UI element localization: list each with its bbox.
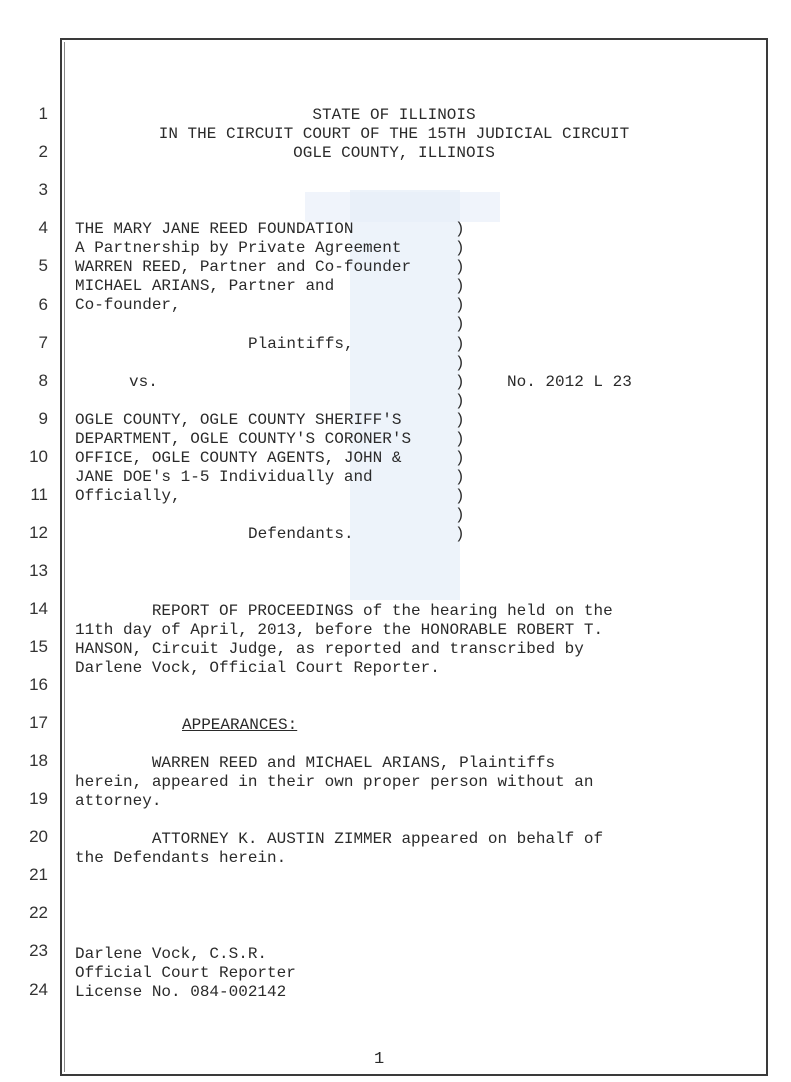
caption-paren: ): [455, 506, 465, 524]
report-line: REPORT OF PROCEEDINGS of the hearing held on the: [75, 602, 613, 620]
report-line: 11th day of April, 2013, before the HONORABLE ROBERT T.: [75, 621, 604, 639]
line-number: 5: [38, 256, 48, 275]
caption-plaintiffs-label: Plaintiffs,: [248, 335, 354, 353]
line-number: 4: [38, 218, 48, 237]
line-number: 22: [29, 903, 48, 922]
caption-paren: ): [455, 392, 465, 410]
caption-defendant-line: DEPARTMENT, OGLE COUNTY'S CORONER'S: [75, 430, 412, 448]
line-number: 10: [29, 447, 48, 466]
caption-defendant-line: OFFICE, OGLE COUNTY AGENTS, JOHN &: [75, 449, 402, 467]
line-number: 19: [29, 789, 48, 808]
report-line: Darlene Vock, Official Court Reporter.: [75, 659, 440, 677]
reporter-title: Official Court Reporter: [75, 964, 296, 982]
line-number: 3: [38, 180, 48, 199]
line-number: 6: [38, 295, 48, 314]
caption-paren: ): [455, 449, 465, 467]
line-number: 9: [38, 409, 48, 428]
header-county: OGLE COUNTY, ILLINOIS: [293, 144, 495, 162]
line-number: 18: [29, 751, 48, 770]
caption-paren: ): [455, 354, 465, 372]
caption-plaintiff-line: THE MARY JANE REED FOUNDATION: [75, 220, 354, 238]
appearance-defendants-line: the Defendants herein.: [75, 849, 287, 867]
line-number: 13: [29, 561, 48, 580]
caption-paren: ): [455, 220, 465, 238]
line-number: 2: [38, 142, 48, 161]
case-number: No. 2012 L 23: [507, 373, 632, 391]
report-line: HANSON, Circuit Judge, as reported and transcribed by: [75, 640, 584, 658]
caption-defendants-label: Defendants.: [248, 525, 354, 543]
caption-plaintiff-line: WARREN REED, Partner and Co-founder: [75, 258, 412, 276]
caption-plaintiff-line: A Partnership by Private Agreement: [75, 239, 402, 257]
header-court: IN THE CIRCUIT COURT OF THE 15TH JUDICIAL CIRCUIT: [158, 125, 630, 143]
caption-vs: vs.: [129, 373, 158, 391]
caption-paren: ): [455, 258, 465, 276]
line-number: 12: [29, 523, 48, 542]
caption-defendant-line: Officially,: [75, 487, 181, 505]
line-number: 21: [29, 865, 48, 884]
margin-line: [64, 42, 65, 1072]
caption-plaintiff-line: MICHAEL ARIANS, Partner and: [75, 277, 335, 295]
caption-paren: ): [455, 315, 465, 333]
line-number: 7: [38, 333, 48, 352]
caption-paren: ): [455, 296, 465, 314]
caption-paren: ): [455, 430, 465, 448]
caption-paren: ): [455, 373, 465, 391]
caption-paren: ): [455, 468, 465, 486]
appearance-defendants-line: ATTORNEY K. AUSTIN ZIMMER appeared on behalf of: [75, 830, 604, 848]
caption-paren: ): [455, 239, 465, 257]
appearance-plaintiffs-line: herein, appeared in their own proper person without an: [75, 773, 594, 791]
line-number: 8: [38, 371, 48, 390]
caption-paren: ): [455, 487, 465, 505]
appearance-plaintiffs-line: WARREN REED and MICHAEL ARIANS, Plaintiffs: [75, 754, 556, 772]
line-number: 24: [29, 980, 48, 999]
line-number: 15: [29, 637, 48, 656]
line-number: 11: [30, 485, 48, 504]
caption-paren: ): [455, 277, 465, 295]
caption-paren: ): [455, 525, 465, 543]
caption-paren: ): [455, 335, 465, 353]
appearances-heading: APPEARANCES:: [182, 716, 298, 734]
header-state: STATE OF ILLINOIS: [312, 106, 476, 124]
line-number: 17: [29, 713, 48, 732]
line-number: 14: [29, 599, 48, 618]
page-number: 1: [374, 1050, 385, 1069]
line-number: 20: [29, 827, 48, 846]
caption-defendant-line: OGLE COUNTY, OGLE COUNTY SHERIFF'S: [75, 411, 402, 429]
reporter-license: License No. 084-002142: [75, 983, 287, 1001]
caption-defendant-line: JANE DOE's 1-5 Individually and: [75, 468, 373, 486]
reporter-name: Darlene Vock, C.S.R.: [75, 945, 268, 963]
appearance-plaintiffs-line: attorney.: [75, 792, 162, 810]
line-number: 1: [38, 104, 48, 123]
line-number: 23: [29, 941, 48, 960]
line-number: 16: [29, 675, 48, 694]
caption-plaintiff-line: Co-founder,: [75, 296, 181, 314]
caption-paren: ): [455, 411, 465, 429]
